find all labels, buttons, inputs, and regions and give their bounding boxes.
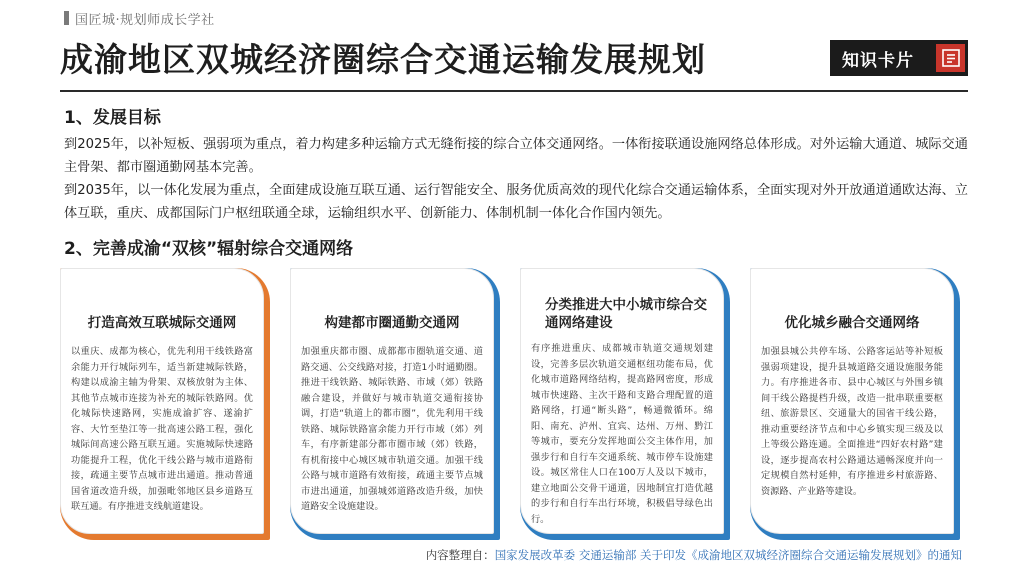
card-body (60, 268, 264, 534)
card-text: 加强县城公共停车场、公路客运站等补短板强弱项建设，提升县城道路交通设施服务能力。有序推进各市、县中心城区与外围乡镇间干线公路提档升级，改造一批串联重要枢纽、旅游景区、交通量大的国省干线公路，推动重要经济节点和中心乡镇实现三级及以上等级公路连通。全面推进“四好农村路”建设，逐步提高农村公路通达通畅深度并向一定规模自然村延伸，有序推进乡村旅游路、资源路、产业路等建设。 (761, 346, 943, 497)
brand-header (64, 8, 215, 28)
card-text: 以重庆、成都为核心，优先利用干线铁路富余能力开行城际列车，适当新建城际铁路，构建以成渝主轴为骨架、双核放射为主体、其他节点城市连接为补充的城际铁路网。优化城际快速路网，实施成渝扩容、遂渝扩容、大竹至垫江等一批高速公路工程，强化城际间高速公路互联互通。实施城际快速路功能提升工程，优化干线公路与城市道路衔接，疏通主要节点城市进出通道。推动普通国省道改造升级，加强毗邻地区县乡道路互联互通。有序推进支线航道建设。 (71, 346, 253, 512)
card-body (290, 268, 494, 534)
badge-label: 知识卡片 (842, 50, 914, 71)
card-title: 优化城乡融合交通网络 (784, 315, 920, 331)
book-icon (936, 44, 965, 72)
card-title: 打造高效互联城际交通网 (87, 315, 237, 331)
source-note (426, 547, 962, 563)
card-body (750, 268, 954, 534)
knowledge-card-badge (830, 40, 968, 76)
source-link[interactable]: 国家发展改革委 交通运输部 关于印发《成渝地区双城经济圈综合交通运输发展规划》的通知 (494, 548, 962, 562)
card-text: 有序推进重庆、成都城市轨道交通规划建设，完善多层次轨道交通枢纽功能布局，优化城市道路网络结构，提高路网密度，形成城市快速路、主次干路和支路合理配置的道路网络，打通“断头路”，畅通微循环。绵阳、南充、泸州、宜宾、达州、万州、黔江等城市，要充分发挥地面公交主体作用，加强步行和自行车交通系统、城市停车设施建设。城区常住人口在100万人及以下城市，建立地面公交骨干通道，因地制宜打造优越的步行和自行车出行环境，积极倡导绿色出行。 (531, 343, 713, 525)
title-divider (60, 90, 968, 92)
brand-bar (64, 11, 69, 25)
goal-2035-paragraph: 到2035年，以一体化发展为重点，全面建成设施互联互通、运行智能安全、服务优质高效的现代化综合交通运输体系，全面实现对外开放通道通欧达海、立体互联，重庆、成都国际门户枢纽联通全球，运输组织水平、创新能力、体制机制一体化合作国内领先。 (64, 183, 968, 221)
card-title: 构建都市圈通勤交通网 (324, 315, 460, 331)
card-urban-rural-network (750, 268, 960, 540)
brand-text: 国匠城·规划师成长学社 (75, 12, 215, 28)
card-body (520, 268, 724, 534)
section-heading-goals: 1、发展目标 (64, 108, 161, 128)
source-label: 内容整理自： (425, 548, 495, 562)
section-heading-network: 2、完善成渝“双核”辐射综合交通网络 (64, 239, 354, 259)
card-intercity-network (60, 268, 270, 540)
card-metro-commute-network (290, 268, 500, 540)
card-title: 分类推进大中小城市综合交通网络建设 (545, 297, 707, 331)
page-title: 成渝地区双城经济圈综合交通运输发展规划 (60, 40, 706, 79)
card-text: 加强重庆都市圈、成都都市圈轨道交通、道路交通、公交线路对接，打造1小时通勤圈。推进干线铁路、城际铁路、市域（郊）铁路融合建设，并做好与城市轨道交通衔接协调，打造“轨道上的都市圈”，优先利用干线铁路、城际铁路富余能力开行市域（郊）列车，有序新建部分都市圈市域（郊）铁路，有机衔接中心城区城市轨道交通。加强干线公路与城市道路有效衔接，疏通主要节点城市进出通道，加强城郊道路改造升级，加快道路安全设施建设。 (301, 346, 483, 512)
card-city-tier-network (520, 268, 730, 540)
goal-2025-paragraph: 到2025年，以补短板、强弱项为重点，着力构建多种运输方式无缝衔接的综合立体交通网络。一体衔接联通设施网络总体形成。对外运输大通道、城际交通主骨架、都市圈通勤网基本完善。 (64, 137, 968, 175)
